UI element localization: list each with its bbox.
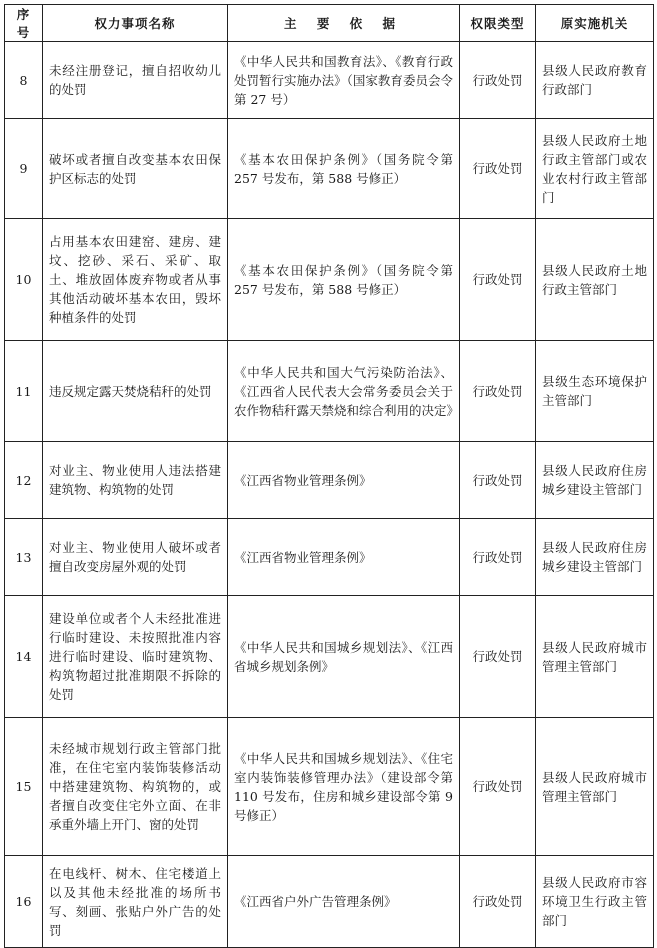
row-original-agency: 县级人民政府住房城乡建设主管部门	[536, 519, 654, 596]
row-authority-type: 行政处罚	[460, 341, 536, 442]
header-original-agency: 原实施机关	[536, 5, 654, 42]
row-no: 11	[5, 341, 43, 442]
table-row	[5, 42, 654, 119]
row-original-agency: 县级人民政府土地行政主管部门	[536, 219, 654, 341]
row-authority-type: 行政处罚	[460, 442, 536, 519]
row-item-name: 对业主、物业使用人破坏或者擅自改变房屋外观的处罚	[43, 519, 228, 596]
row-authority-type: 行政处罚	[460, 519, 536, 596]
row-item-name: 占用基本农田建窑、建房、建坟、挖砂、采石、采矿、取土、堆放固体废弃物或者从事其他活动破坏基本农田，毁坏种植条件的处罚	[43, 219, 228, 341]
row-authority-type: 行政处罚	[460, 856, 536, 948]
row-basis: 《基本农田保护条例》（国务院令第 257 号发布，第 588 号修正）	[228, 119, 460, 219]
row-no: 15	[5, 718, 43, 856]
row-basis: 《中华人民共和国大气污染防治法》、《江西省人民代表大会常务委员会关于农作物秸秆露天禁烧和综合利用的决定》	[228, 341, 460, 442]
table-row	[5, 596, 654, 718]
power-items-table	[4, 4, 654, 948]
header-item-name: 权力事项名称	[43, 5, 228, 42]
row-basis: 《江西省户外广告管理条例》	[228, 856, 460, 948]
row-original-agency: 县级人民政府住房城乡建设主管部门	[536, 442, 654, 519]
row-original-agency: 县级人民政府城市管理主管部门	[536, 596, 654, 718]
header-basis: 主 要 依 据	[228, 5, 460, 42]
table-row	[5, 856, 654, 948]
row-no: 8	[5, 42, 43, 119]
header-authority-type: 权限类型	[460, 5, 536, 42]
table-header-row	[5, 5, 654, 42]
row-authority-type: 行政处罚	[460, 718, 536, 856]
row-no: 14	[5, 596, 43, 718]
table-row	[5, 442, 654, 519]
row-original-agency: 县级人民政府土地行政主管部门或农业农村行政主管部门	[536, 119, 654, 219]
row-original-agency: 县级生态环境保护主管部门	[536, 341, 654, 442]
row-no: 16	[5, 856, 43, 948]
table-row	[5, 119, 654, 219]
row-authority-type: 行政处罚	[460, 219, 536, 341]
row-item-name: 建设单位或者个人未经批准进行临时建设、未按照批准内容进行临时建设、临时建筑物、构筑物超过批准期限不拆除的处罚	[43, 596, 228, 718]
row-item-name: 未经注册登记，擅自招收幼儿的处罚	[43, 42, 228, 119]
row-item-name: 对业主、物业使用人违法搭建建筑物、构筑物的处罚	[43, 442, 228, 519]
row-item-name: 违反规定露天焚烧秸秆的处罚	[43, 341, 228, 442]
row-basis: 《中华人民共和国城乡规划法》、《住宅室内装饰装修管理办法》（建设部令第 110 号发布，住房和城乡建设部令第 9 号修正）	[228, 718, 460, 856]
row-authority-type: 行政处罚	[460, 119, 536, 219]
table-row	[5, 718, 654, 856]
row-authority-type: 行政处罚	[460, 42, 536, 119]
row-no: 13	[5, 519, 43, 596]
row-basis: 《江西省物业管理条例》	[228, 519, 460, 596]
row-item-name: 在电线杆、树木、住宅楼道上以及其他未经批准的场所书写、刻画、张贴户外广告的处罚	[43, 856, 228, 948]
row-original-agency: 县级人民政府教育行政部门	[536, 42, 654, 119]
row-basis: 《中华人民共和国城乡规划法》、《江西省城乡规划条例》	[228, 596, 460, 718]
row-original-agency: 县级人民政府城市管理主管部门	[536, 718, 654, 856]
row-no: 12	[5, 442, 43, 519]
table-row	[5, 341, 654, 442]
row-item-name: 未经城市规划行政主管部门批准，在住宅室内装饰装修活动中搭建建筑物、构筑物的，或者擅自改变住宅外立面、在非承重外墙上开门、窗的处罚	[43, 718, 228, 856]
row-basis: 《基本农田保护条例》（国务院令第 257 号发布，第 588 号修正）	[228, 219, 460, 341]
row-authority-type: 行政处罚	[460, 596, 536, 718]
row-original-agency: 县级人民政府市容环境卫生行政主管部门	[536, 856, 654, 948]
table-row	[5, 219, 654, 341]
row-no: 9	[5, 119, 43, 219]
header-no: 序号	[5, 5, 43, 42]
row-basis: 《中华人民共和国教育法》、《教育行政处罚暂行实施办法》（国家教育委员会令第 27 号）	[228, 42, 460, 119]
row-basis: 《江西省物业管理条例》	[228, 442, 460, 519]
row-item-name: 破坏或者擅自改变基本农田保护区标志的处罚	[43, 119, 228, 219]
row-no: 10	[5, 219, 43, 341]
table-row	[5, 519, 654, 596]
